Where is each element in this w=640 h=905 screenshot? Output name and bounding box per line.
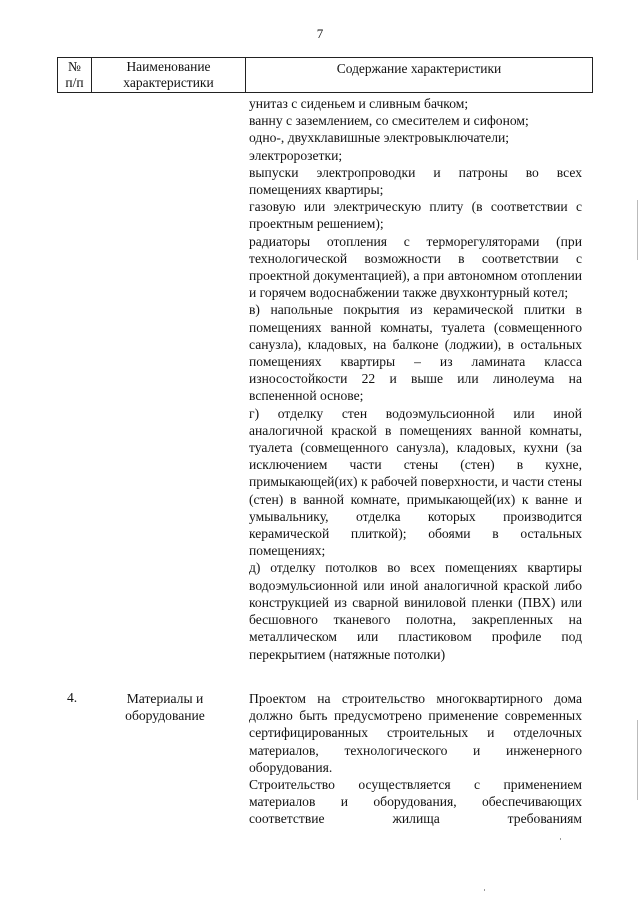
row-4-name: Материалы и оборудование (125, 691, 205, 724)
content-paragraph: Строительство осуществляется с применением материалов и оборудования, обеспечивающих соответствие жилища требованиям (249, 777, 582, 827)
scan-edge-mark (637, 200, 638, 260)
content-paragraph: одно-, двухклавишные электровыключатели; (249, 130, 510, 146)
scan-edge-mark (637, 720, 638, 800)
content-paragraph: г) отделку стен водоэмульсионной или иной аналогичной краской в помещениях ванной комнаты, туалета (совмещенного санузла), кладовых, кухни (за исключением части стены (стен) в кухне, примыкающей(их) к рабочей поверхности, и части стены (стен) в ванной комнате, примыкающей(их) к ванне и умывальнику, отделка которых производится керамической плиткой); обоями в остальных помещениях; (249, 405, 582, 559)
row-4-content (249, 690, 582, 828)
content-paragraph: ванну с заземлением, со смесителем и сифоном; (249, 113, 529, 129)
content-paragraph: в) напольные покрытия из керамической плитки в помещениях ванной комнаты, туалета (совмещенного санузла), кладовых, на балконе (лоджии), в остальных помещениях квартиры – из ламината класса износостойкости 22 и выше или линолеума на вспененной основе; (249, 302, 582, 404)
content-paragraph: электророзетки; (249, 147, 343, 163)
table-header-bottom-border (57, 92, 593, 93)
header-content: Содержание характеристики (336, 61, 502, 76)
continued-characteristic-content (249, 95, 582, 663)
content-paragraph: выпуски электропроводки и патроны во всех помещениях квартиры; (249, 164, 582, 198)
content-paragraph: д) отделку потолков во всех помещениях квартиры водоэмульсионной или иной аналогичной краской либо конструкцией из сварной виниловой пленки (ПВХ) или бесшовного тканевого полотна, закрепленных на металлическом или пластиковом профиле под перекрытием (натяжные потолки) (249, 560, 582, 662)
header-number: № п/п (65, 59, 84, 90)
content-paragraph: унитаз с сиденьем и сливным бачком; (249, 96, 469, 111)
table-top-border (57, 57, 593, 58)
page-number: 7 (316, 26, 324, 41)
header-name: Наименование характеристики (123, 59, 214, 90)
content-paragraph: радиаторы отопления с терморегуляторами (при технологической возможности в соответствии с проектной документацией), а при автономном отоплении и горячем водоснабжении также двухконтурный котел; (249, 233, 582, 301)
scan-speck (484, 889, 485, 891)
scan-speck (560, 838, 561, 840)
table-right-border-header (592, 57, 593, 93)
content-paragraph: Проектом на строительство многоквартирного дома должно быть предусмотрено применение современных сертифицированных строительных и отделочных материалов, технологического и инженерного оборудования. (249, 691, 582, 775)
content-paragraph: газовую или электрическую плиту (в соответствии с проектным решением); (249, 199, 582, 232)
row-4-number: 4. (67, 690, 78, 705)
